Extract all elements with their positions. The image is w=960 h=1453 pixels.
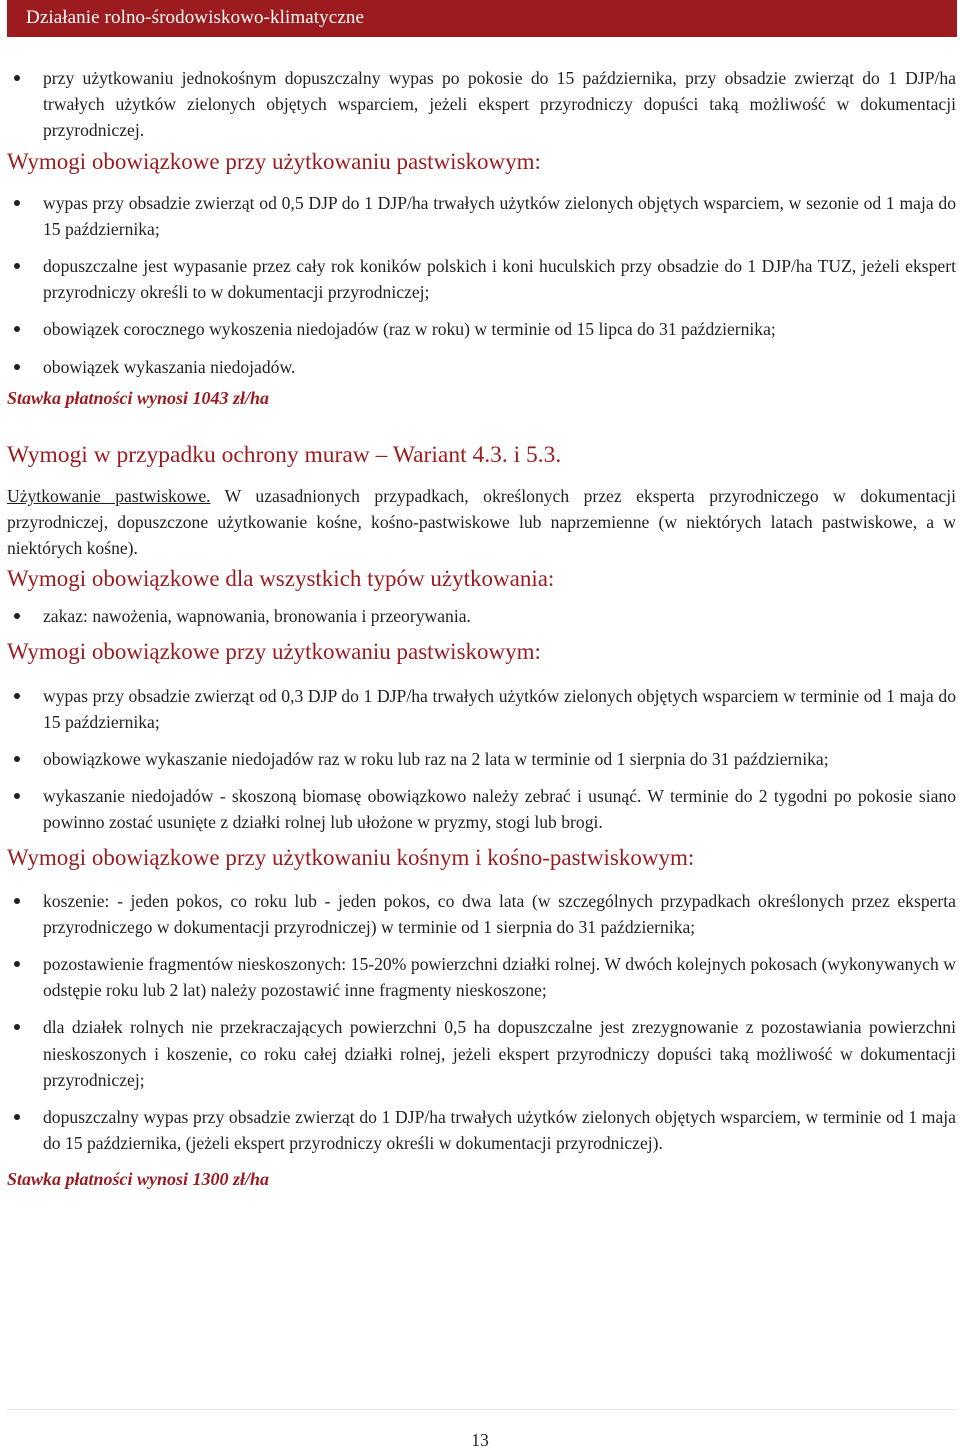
section-heading: Wymogi obowiązkowe dla wszystkich typów użytkowania: xyxy=(7,566,555,592)
section4-list xyxy=(7,888,956,1157)
list-item: wypas przy obsadzie zwierząt od 0,3 DJP do 1 DJP/ha trwałych użytków zielonych objętych wsparciem w terminie od 1 maja do 15 października; xyxy=(7,683,956,735)
section-heading: Wymogi obowiązkowe przy użytkowaniu pastwiskowym: xyxy=(7,638,541,664)
list-item: koszenie: - jeden pokos, co roku lub - jeden pokos, co dwa lata (w szczególnych przypadkach określonych przez eksperta przyrodniczego w dokumentacji przyrodniczej) w terminie od 1 sierpnia do 31 października; xyxy=(7,888,956,940)
bullet-icon xyxy=(14,756,20,762)
payment-rate: Stawka płatności wynosi 1300 zł/ha xyxy=(7,1169,270,1190)
bullet-icon xyxy=(14,613,20,619)
list-item: pozostawienie fragmentów nieskoszonych: 15-20% powierzchni działki rolnej. W dwóch kolejnych pokosach (wykonywanych w odstępie roku lub 2 lat) należy pozostawić inne fragmenty nieskoszone; xyxy=(7,951,956,1003)
list-item: dopuszczalne jest wypasanie przez cały rok koników polskich i koni huculskich przy obsadzie do 1 DJP/ha TUZ, jeżeli ekspert przyrodniczy określi to w dokumentacji przyrodniczej; xyxy=(7,253,956,305)
section2-list xyxy=(7,603,956,629)
bullet-icon xyxy=(14,793,20,799)
list-item: dopuszczalny wypas przy obsadzie zwierząt do 1 DJP/ha trwałych użytków zielonych objętych wsparciem, w terminie od 1 maja do 15 października, (jeżeli ekspert przyrodniczy określi w dokumentacji przyrodniczej). xyxy=(7,1104,956,1156)
lead-label: Użytkowanie pastwiskowe. xyxy=(7,485,211,506)
bullet-icon xyxy=(14,693,20,699)
bullet-icon xyxy=(14,898,20,904)
variant-paragraph: Użytkowanie pastwiskowe. W uzasadnionych przypadkach, określonych przez eksperta przyrodniczego w dokumentacji przyrodniczej, dopuszczone użytkowanie kośne, kośno-pastwiskowe lub naprzemienne (w niektórych latach pastwiskowe, a w niektórych kośne). xyxy=(7,485,956,559)
list-item: wykaszanie niedojadów - skoszoną biomasę obowiązkowo należy zebrać i usunąć. W terminie do 2 tygodni po pokosie siano powinno zostać usunięte z działki rolnej lub ułożone w pryzmy, stogi lub brogi. xyxy=(7,783,956,835)
bullet-icon xyxy=(14,75,20,81)
list-item: dla działek rolnych nie przekraczających powierzchni 0,5 ha dopuszczalne jest zrezygnowanie z pozostawiania powierzchni nieskoszonych i koszenie, co roku całej działki rolnej, jeżeli ekspert przyrodniczy dopuści taką możliwość w dokumentacji przyrodniczej; xyxy=(7,1014,956,1093)
section3-list xyxy=(7,683,956,836)
header-title: Działanie rolno-środowiskowo-klimatyczne xyxy=(26,7,364,28)
intro-list xyxy=(7,65,956,144)
section-heading: Wymogi obowiązkowe przy użytkowaniu pastwiskowym: xyxy=(7,148,541,174)
list-item: obowiązek wykaszania niedojadów. xyxy=(7,354,956,380)
footer-divider xyxy=(7,1409,957,1410)
list-item: wypas przy obsadzie zwierząt od 0,5 DJP do 1 DJP/ha trwałych użytków zielonych objętych wsparciem, w sezonie od 1 maja do 15 października; xyxy=(7,190,956,242)
page-content xyxy=(7,65,956,1192)
variant-heading: Wymogi w przypadku ochrony muraw – Wariant 4.3. i 5.3. xyxy=(7,441,562,468)
bullet-icon xyxy=(14,961,20,967)
list-item: obowiązek corocznego wykoszenia niedojadów (raz w roku) w terminie od 15 lipca do 31 października; xyxy=(7,316,956,342)
payment-rate: Stawka płatności wynosi 1043 zł/ha xyxy=(7,387,270,408)
bullet-icon xyxy=(14,326,20,332)
page-number: 13 xyxy=(471,1430,489,1450)
section-heading: Wymogi obowiązkowe przy użytkowaniu kośnym i kośno-pastwiskowym: xyxy=(7,844,695,870)
bullet-icon xyxy=(14,1024,20,1030)
header-bar xyxy=(7,0,957,37)
list-item: zakaz: nawożenia, wapnowania, bronowania i przeorywania. xyxy=(7,603,956,629)
list-item: obowiązkowe wykaszanie niedojadów raz w roku lub raz na 2 lata w terminie od 1 sierpnia do 31 października; xyxy=(7,746,956,772)
section1-list xyxy=(7,190,956,380)
bullet-icon xyxy=(14,1114,20,1120)
bullet-icon xyxy=(14,364,20,370)
bullet-icon xyxy=(14,263,20,269)
list-item: przy użytkowaniu jednokośnym dopuszczalny wypas po pokosie do 15 października, przy obsadzie zwierząt do 1 DJP/ha trwałych użytków zielonych objętych wsparciem, jeżeli ekspert przyrodniczy dopuści taką możliwość w dokumentacji przyrodniczej. xyxy=(7,65,956,144)
bullet-icon xyxy=(14,200,20,206)
